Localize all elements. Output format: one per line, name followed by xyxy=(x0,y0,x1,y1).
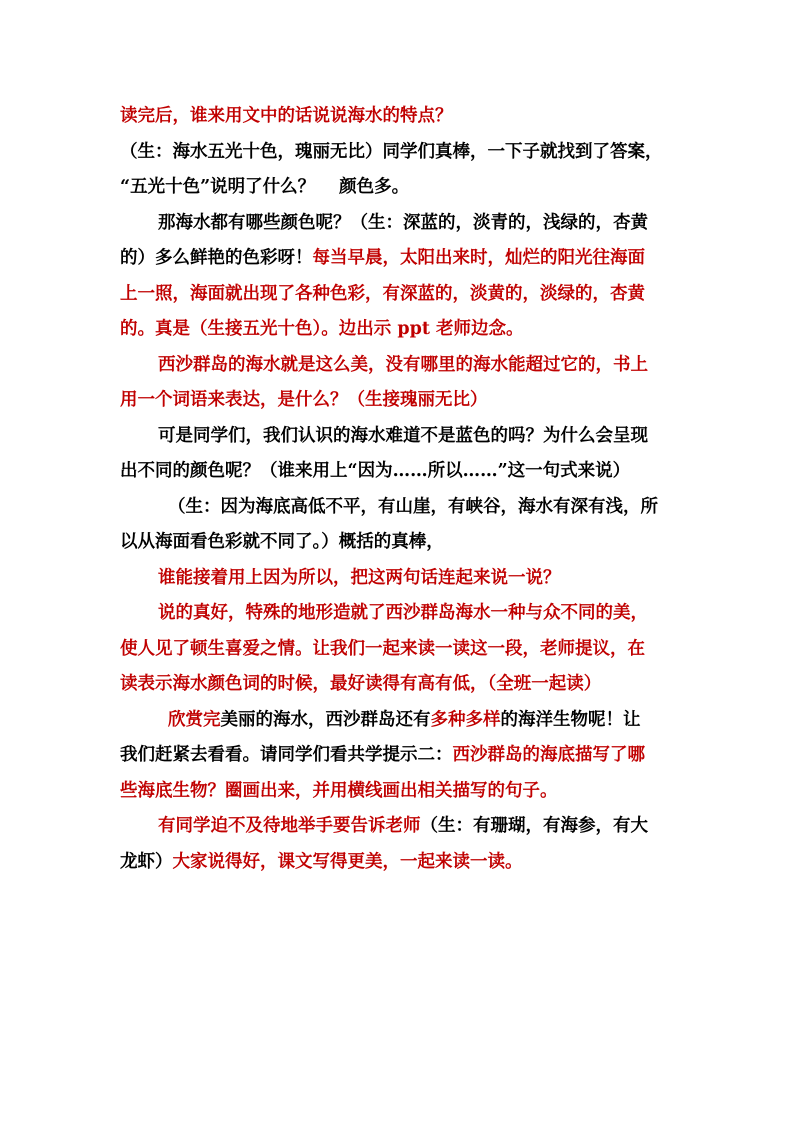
text-run: 颜色多。 xyxy=(339,177,410,197)
text-line xyxy=(120,383,680,419)
text-run: “五光十色”说明了什么？ xyxy=(120,177,316,197)
paragraph-colors xyxy=(120,206,680,348)
text-run: 多种多样 xyxy=(430,709,501,730)
text-line xyxy=(120,170,680,206)
text-run: 使人见了顿生喜爱之情。让我们一起来读一读这一段，老师提议，在 xyxy=(120,638,645,659)
text-line xyxy=(120,490,680,526)
paragraph-answer-1 xyxy=(120,135,680,206)
text-line xyxy=(120,241,680,277)
text-line xyxy=(120,845,680,881)
text-run: 的海洋生物呢！让 xyxy=(500,709,641,730)
text-line xyxy=(120,135,680,171)
text-run: 谁能接着用上因为所以，把这两句话连起来说一说？ xyxy=(158,567,561,588)
text-line xyxy=(120,525,680,561)
text-run: 说的真好，特殊的地形造就了西沙群岛海水一种与众不同的美， xyxy=(158,603,648,623)
text-line xyxy=(120,277,680,313)
text-line xyxy=(120,703,680,739)
text-run: 每当早晨，太阳出来时，灿烂的阳光往海面 xyxy=(312,248,645,268)
text-run: 西沙群岛的海底描写了哪 xyxy=(452,745,645,765)
text-line xyxy=(120,454,680,490)
text-line xyxy=(120,561,680,597)
paragraph-question-1 xyxy=(120,99,680,135)
text-run: 欣赏完 xyxy=(168,709,221,730)
text-run: 龙虾） xyxy=(120,851,173,872)
text-run: 那海水都有哪些颜色呢？（生：深蓝的，淡青的，浅绿的，杏黄 xyxy=(158,212,648,233)
text-run: （生：海水五光十色，瑰丽无比） xyxy=(120,141,383,162)
text-line xyxy=(120,774,680,810)
paragraph-marine-life xyxy=(120,703,680,810)
paragraph-beauty xyxy=(120,348,680,419)
text-run: 同学们真棒，一下子就找到了答案， xyxy=(382,141,663,162)
text-run: 以从海面看色彩就不同了。）概括的真棒， xyxy=(120,532,444,552)
text-run: （生：有珊瑚，有海参，有大 xyxy=(420,816,648,836)
text-run: 我们赶紧去看看。请同学们看共学提示二： xyxy=(120,745,453,765)
text-line xyxy=(120,99,680,135)
text-line xyxy=(120,419,680,455)
text-line xyxy=(120,596,680,632)
text-run: 的。真是（生接五光十色）。边出示 ppt 老师边念。 xyxy=(120,319,524,339)
text-run: 大家说得好，课文写得更美，一起来读一读。 xyxy=(172,851,523,872)
text-line xyxy=(120,667,680,703)
text-run: 美丽的海水，西沙群岛还有 xyxy=(220,709,431,730)
text-run: 可是同学们，我们认识的海水难道不是蓝色的吗？为什么会呈现 xyxy=(158,425,648,446)
paragraph-tell-teacher xyxy=(120,809,680,880)
text-run: 出不同的颜色呢？（谁来用上“因为……所以……”这一句式来说） xyxy=(120,461,631,481)
text-run: （生：因为海底高低不平，有山崖，有峡谷，海水有深有浅，所 xyxy=(168,496,658,517)
text-line xyxy=(120,206,680,242)
paragraph-answer-2 xyxy=(120,490,680,561)
text-run: 读表示海水颜色词的时候，最好读得有高有低，（全班一起读） xyxy=(120,674,602,694)
text-run: 读完后，谁来用文中的话说说海水的特点？ xyxy=(120,106,453,126)
text-run: 的）多么鲜艳的色彩呀！ xyxy=(120,248,313,268)
paragraph-read-together xyxy=(120,596,680,703)
text-line xyxy=(120,312,680,348)
text-run: 西沙群岛的海水就是这么美，没有哪里的海水能超过它的，书上 xyxy=(158,354,648,375)
document-body xyxy=(120,99,680,880)
text-line xyxy=(120,348,680,384)
text-line xyxy=(120,632,680,668)
text-run: 些海底生物？圈画出来，并用横线画出相关描写的句子。 xyxy=(120,780,558,801)
text-line xyxy=(120,809,680,845)
text-run: 有同学迫不及待地举手要告诉老师 xyxy=(158,816,421,836)
paragraph-connect xyxy=(120,561,680,597)
text-run: 上一照，海面就出现了各种色彩，有深蓝的，淡黄的，淡绿的，杏黄 xyxy=(120,283,645,304)
text-line xyxy=(120,738,680,774)
text-run: 用一个词语来表达，是什么？（生接瑰丽无比） xyxy=(120,390,488,410)
paragraph-why-colors xyxy=(120,419,680,490)
